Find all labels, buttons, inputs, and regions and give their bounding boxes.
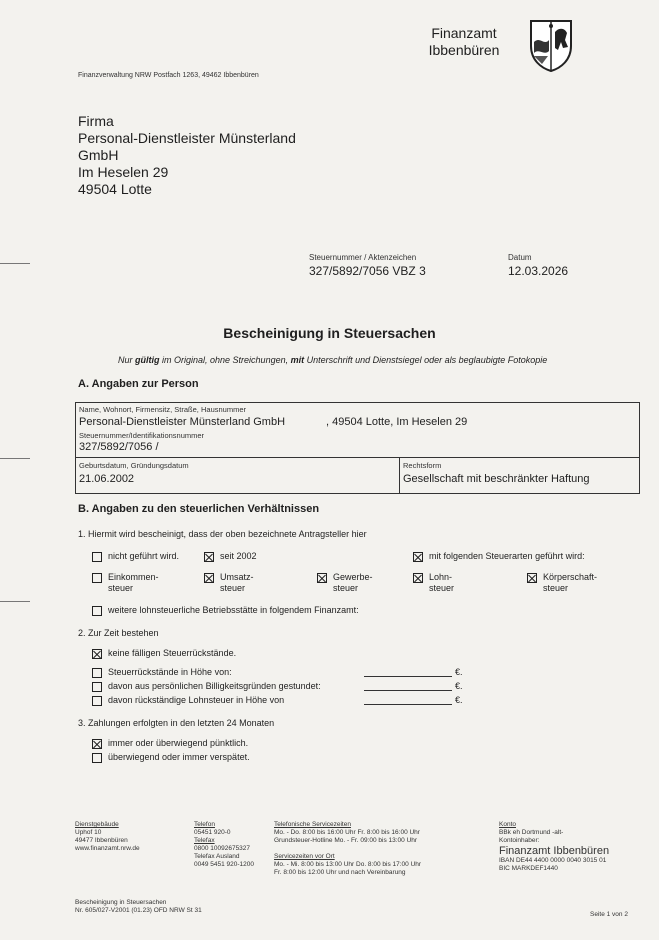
validity-note: Nur gültig im Original, ohne Streichungen, mit Unterschrift und Dienstsiegel oder als beglaubigte Fotokopie <box>118 355 548 365</box>
option-since[interactable]: seit 2002 <box>204 551 257 562</box>
sender-line: Finanzverwaltung NRW Postfach 1263, 49462 Ibbenbüren <box>78 72 259 79</box>
checkbox-checked[interactable] <box>92 739 102 749</box>
fold-mark <box>0 601 30 602</box>
option-with-taxes[interactable]: mit folgenden Steuerarten geführt wird: <box>413 551 585 562</box>
taxno-value: 327/5892/7056 VBZ 3 <box>309 264 426 278</box>
taxid-value: 327/5892/7056 / <box>79 441 159 453</box>
option-wage-tax[interactable]: Lohn- steuer <box>413 572 454 594</box>
option-wage-arrears[interactable]: davon rückständige Lohnsteuer in Höhe von <box>92 695 284 706</box>
amount-field[interactable]: €. <box>364 695 463 705</box>
legal-form-value: Gesellschaft mit beschränkter Haftung <box>403 473 590 485</box>
checkbox[interactable] <box>92 753 102 763</box>
question-2: 2. Zur Zeit bestehen <box>78 628 159 638</box>
office-name: Finanzamt Ibbenbüren <box>428 25 500 58</box>
option-no-arrears[interactable]: keine fälligen Steuerrückstände. <box>92 648 236 659</box>
checkbox-checked[interactable] <box>92 649 102 659</box>
option-trade-tax[interactable]: Gewerbe- steuer <box>317 572 373 594</box>
checkbox[interactable] <box>92 552 102 562</box>
nrw-coat-of-arms-icon <box>528 18 574 72</box>
footer-service-times: Telefonische Servicezeiten Mo. - Do. 8:00 bis 16:00 Uhr Fr. 8:00 bis 16:00 Uhr Grundsteuer-Hotline Mo. - Fr. 09:00 bis 13:00 Uhr Servicezeiten vor Ort Mo. - Mi. 8:00 bis 13:00 Uhr Do. 8:00 bis 17:00 Uhr Fr. 8:00 bis 12:00 Uhr und nach Vereinbarung <box>274 821 422 876</box>
amount-field[interactable]: €. <box>364 681 463 691</box>
footer-form-id: Bescheinigung in Steuersachen Nr. 605/027-V2001 (01.23) OFD NRW St 31 <box>75 899 202 914</box>
option-corporate-tax[interactable]: Körperschaft- steuer <box>527 572 597 594</box>
address-value: , 49504 Lotte, Im Heselen 29 <box>326 416 468 428</box>
checkbox-checked[interactable] <box>413 552 423 562</box>
taxid-label: Steuernummer/Identifikationsnummer <box>79 431 205 440</box>
fold-mark <box>0 263 30 264</box>
checkbox[interactable] <box>92 573 102 583</box>
section-b-heading: B. Angaben zu den steuerlichen Verhältnissen <box>78 503 320 515</box>
birth-label: Geburtsdatum, Gründungsdatum <box>79 461 189 470</box>
option-punctual[interactable]: immer oder überwiegend pünktlich. <box>92 738 248 749</box>
footer-building: Dienstgebäude Uphof 10 49477 Ibbenbüren www.finanzamt.nrw.de <box>75 821 140 852</box>
name-value: Personal-Dienstleister Münsterland GmbH <box>79 416 286 428</box>
option-arrears[interactable]: Steuerrückstände in Höhe von: <box>92 667 232 678</box>
checkbox[interactable] <box>92 696 102 706</box>
checkbox-checked[interactable] <box>413 573 423 583</box>
footer-account: Konto BBk eh Dortmund -alt- Kontoinhaber: Finanzamt Ibbenbüren IBAN DE44 4400 0000 0040 3015 01 BIC MARKDEF1440 <box>499 821 610 872</box>
legal-form-label: Rechtsform <box>403 461 442 470</box>
taxno-label: Steuernummer / Aktenzeichen <box>309 253 417 262</box>
name-label: Name, Wohnort, Firmensitz, Straße, Hausnummer <box>79 405 246 414</box>
checkbox-checked[interactable] <box>317 573 327 583</box>
question-1: 1. Hiermit wird bescheinigt, dass der oben bezeichnete Antragsteller hier <box>78 529 367 539</box>
checkbox[interactable] <box>92 682 102 692</box>
fold-mark <box>0 458 30 459</box>
date-value: 12.03.2026 <box>508 264 569 278</box>
amount-field[interactable]: €. <box>364 667 463 677</box>
footer-phone: Telefon 05451 920-0 Telefax 0800 10092675327 Telefax Ausland 0049 5451 920-1200 <box>194 821 255 868</box>
checkbox[interactable] <box>92 668 102 678</box>
option-income-tax[interactable]: Einkommen- steuer <box>92 572 159 594</box>
checkbox[interactable] <box>92 606 102 616</box>
checkbox-checked[interactable] <box>204 573 214 583</box>
section-a-heading: A. Angaben zur Person <box>78 378 199 390</box>
option-deferred[interactable]: davon aus persönlichen Billigkeitsgründen gestundet: <box>92 681 321 692</box>
option-not-kept[interactable]: nicht geführt wird. <box>92 551 179 562</box>
birth-value: 21.06.2002 <box>79 473 135 485</box>
option-sales-tax[interactable]: Umsatz- steuer <box>204 572 254 594</box>
person-box <box>75 402 640 494</box>
checkbox-checked[interactable] <box>204 552 214 562</box>
page-number: Seite 1 von 2 <box>590 911 628 918</box>
date-label: Datum <box>508 253 532 262</box>
option-further-wage[interactable]: weitere lohnsteuerliche Betriebsstätte in folgendem Finanzamt: <box>92 605 359 616</box>
checkbox-checked[interactable] <box>527 573 537 583</box>
question-3: 3. Zahlungen erfolgten in den letzten 24 Monaten <box>78 718 275 728</box>
recipient-address: Firma Personal-Dienstleister Münsterland GmbH Im Heselen 29 49504 Lotte <box>78 113 296 197</box>
page-title: Bescheinigung in Steuersachen <box>223 325 436 341</box>
option-late[interactable]: überwiegend oder immer verspätet. <box>92 752 250 763</box>
